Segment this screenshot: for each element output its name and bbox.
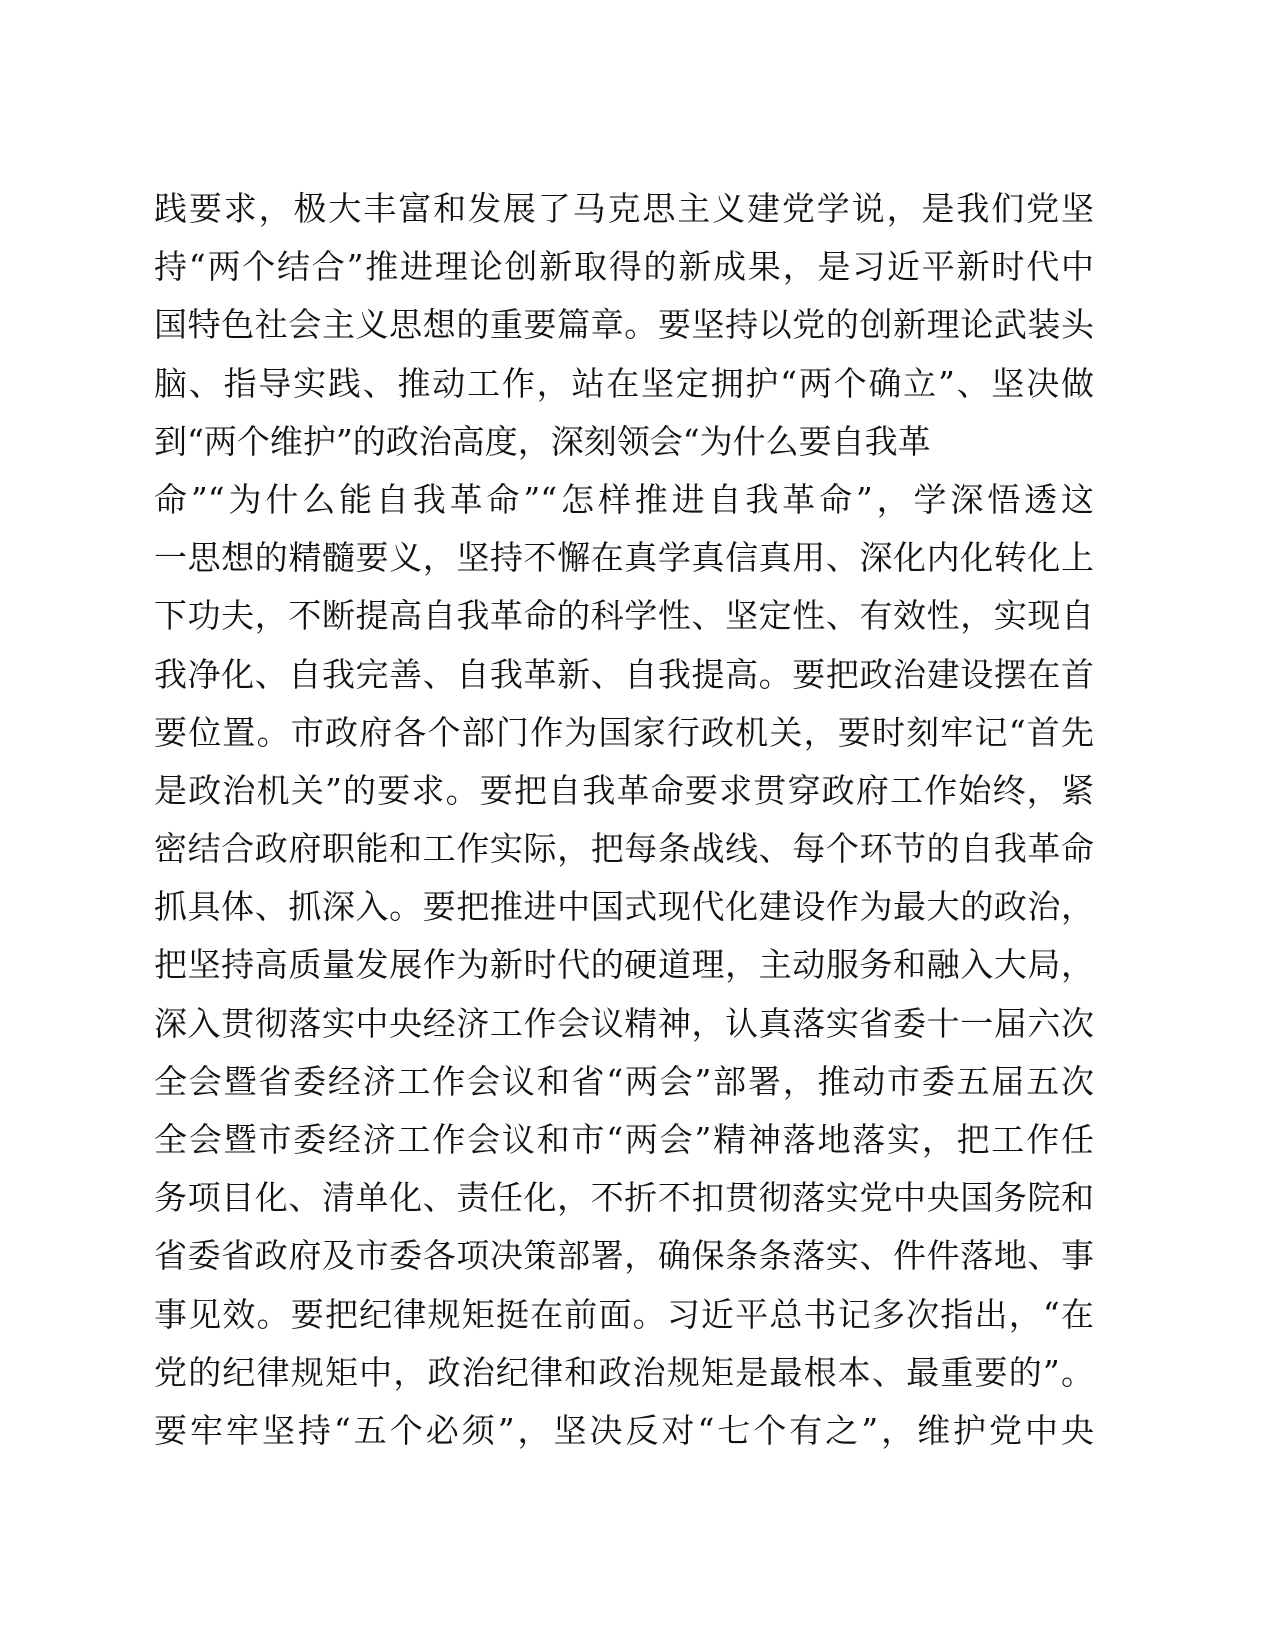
text-line: 全会暨市委经济工作会议和市“两会”精神落地落实，把工作任	[154, 1120, 1094, 1159]
text-line: 要牢牢坚持“五个必须”，坚决反对“七个有之”，维护党中央	[154, 1410, 1094, 1450]
text-line: 命”“为什么能自我革命”“怎样推进自我革命”，学深悟透这	[154, 479, 1094, 519]
text-line: 密结合政府职能和工作实际，把每条战线、每个环节的自我革命	[154, 829, 1094, 869]
body-paragraph	[154, 180, 1094, 1460]
text-line: 脑、指导实践、推动工作，站在坚定拥护“两个确立”、坚决做	[154, 363, 1094, 403]
text-line: 国特色社会主义思想的重要篇章。要坚持以党的创新理论武装头	[154, 305, 1094, 345]
text-line: 把坚持高质量发展作为新时代的硬道理，主动服务和融入大局，	[154, 945, 1094, 985]
text-line: 我净化、自我完善、自我革新、自我提高。要把政治建设摆在首	[154, 654, 1094, 694]
text-line: 要位置。市政府各个部门作为国家行政机关，要时刻牢记“首先	[154, 712, 1094, 752]
text-line: 党的纪律规矩中，政治纪律和政治规矩是最根本、最重要的”。	[154, 1352, 1094, 1392]
text-line: 事见效。要把纪律规矩挺在前面。习近平总书记多次指出，“在	[154, 1294, 1094, 1334]
text-line: 全会暨省委经济工作会议和省“两会”部署，推动市委五届五次	[154, 1061, 1094, 1101]
text-line: 是政治机关”的要求。要把自我革命要求贯穿政府工作始终，紧	[154, 770, 1094, 810]
text-line: 一思想的精髓要义，坚持不懈在真学真信真用、深化内化转化上	[154, 538, 1094, 578]
text-line: 践要求，极大丰富和发展了马克思主义建党学说，是我们党坚	[154, 189, 1094, 228]
text-line: 到“两个维护”的政治高度，深刻领会“为什么要自我革	[154, 421, 931, 461]
text-line: 下功夫，不断提高自我革命的科学性、坚定性、有效性，实现自	[154, 596, 1094, 636]
text-line: 深入贯彻落实中央经济工作会议精神，认真落实省委十一届六次	[154, 1003, 1094, 1043]
text-line: 持“两个结合”推进理论创新取得的新成果，是习近平新时代中	[154, 247, 1094, 287]
text-line: 务项目化、清单化、责任化，不折不扣贯彻落实党中央国务院和	[154, 1178, 1094, 1218]
text-line: 省委省政府及市委各项决策部署，确保条条落实、件件落地、事	[154, 1236, 1094, 1276]
text-line: 抓具体、抓深入。要把推进中国式现代化建设作为最大的政治，	[154, 887, 1094, 927]
